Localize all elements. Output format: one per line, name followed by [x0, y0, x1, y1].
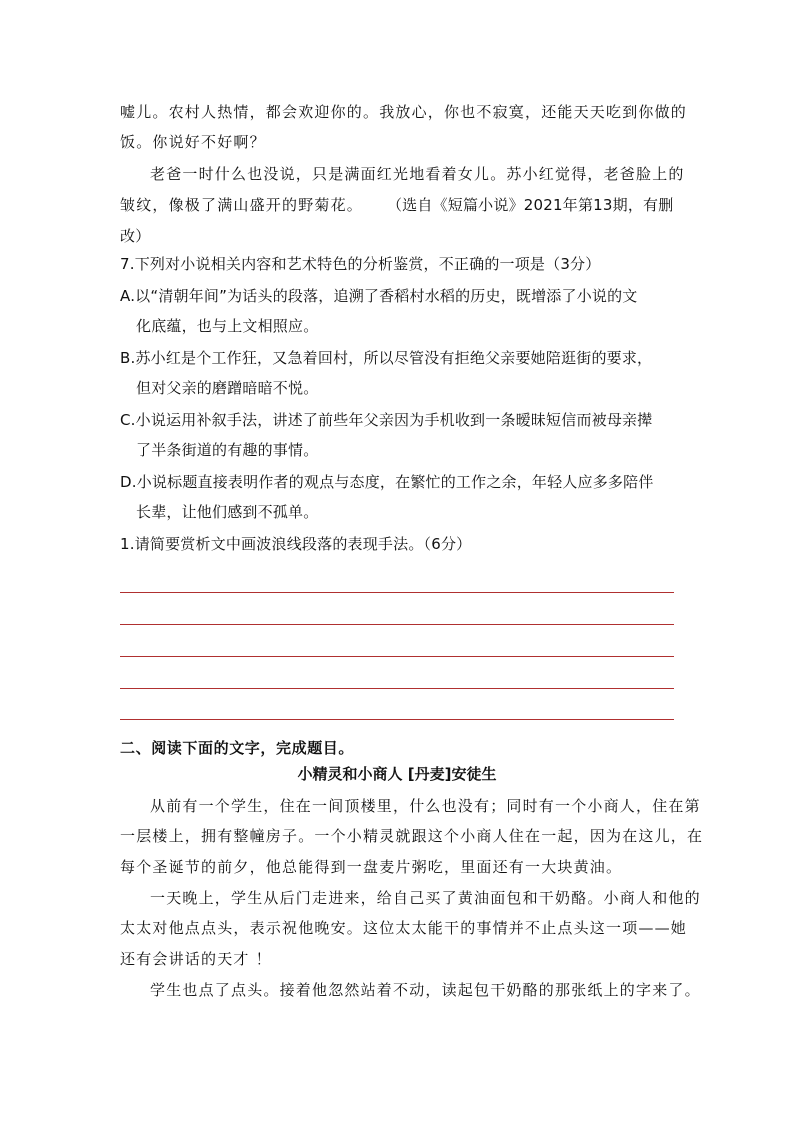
question-7-stem: 7.下列对小说相关内容和艺术特色的分析鉴赏，不正确的一项是（3分） [120, 255, 601, 273]
option-d-line2: 长辈，让他们感到不孤单。 [136, 503, 319, 521]
source-note-continued: 改） [120, 227, 151, 245]
story-title: 小精灵和小商人 [丹麦]安徒生 [297, 765, 497, 783]
answer-line[interactable] [120, 656, 674, 657]
story-paragraph-line: 还有会讲话的天才 ！ [120, 950, 272, 968]
story-paragraph-line: 一天晚上，学生从后门走进来，给自己买了黄油面包和干奶酪。小商人和他的 [150, 889, 701, 907]
option-c-line1: C.小说运用补叙手法，讲述了前些年父亲因为手机收到一条暧昧短信而被母亲撵 [120, 411, 653, 429]
answer-line[interactable] [120, 624, 674, 625]
option-d-line1: D.小说标题直接表明作者的观点与态度，在繁忙的工作之余，年轻人应多多陪伴 [120, 473, 654, 491]
story-line [120, 195, 673, 215]
section-2-heading: 二、阅读下面的文字，完成题目。 [120, 739, 355, 757]
option-a-line2: 化底蕴，也与上文相照应。 [136, 317, 319, 335]
source-note: （选自《短篇小说》2021年第13期，有删 [386, 196, 674, 214]
story-paragraph-line: 从前有一个学生，住在一间顶楼里，什么也没有；同时有一个小商人，住在第 [150, 797, 701, 815]
story-paragraph-line: 学生也点了点头。接着他忽然站着不动，读起包干奶酪的那张纸上的字来了。 [150, 981, 701, 999]
option-a-line1: A.以“清朝年间”为话头的段落，追溯了香稻村水稻的历史，既增添了小说的文 [120, 287, 638, 305]
story-paragraph-line: 太太对他点点头，表示祝他晚安。这位太太能干的事情并不止点头这一项——她 [120, 919, 688, 937]
story-line: 老爸一时什么也没说，只是满面红光地看着女儿。苏小红觉得，老爸脸上的 [150, 165, 685, 183]
story-paragraph-line: 每个圣诞节的前夕，他总能得到一盘麦片粥吃，里面还有一大块黄油。 [120, 858, 623, 876]
answer-line[interactable] [120, 688, 674, 689]
story-line: 饭。你说好不好啊？ [120, 133, 266, 151]
story-line: 嘘儿。农村人热情，都会欢迎你的。我放心，你也不寂寞，还能天天吃到你做的 [120, 103, 688, 121]
question-1-stem: 1.请简要赏析文中画波浪线段落的表现手法。（6分） [120, 535, 472, 553]
option-b-line1: B.苏小红是个工作狂，又急着回村，所以尽管没有拒绝父亲要她陪逛街的要求， [120, 349, 653, 367]
story-paragraph-line: 一层楼上，拥有整幢房子。一个小精灵就跟这个小商人住在一起，因为在这儿，在 [120, 827, 704, 845]
option-b-line2: 但对父亲的磨蹭暗暗不悦。 [136, 379, 319, 397]
answer-line[interactable] [120, 719, 674, 720]
option-c-line2: 了半条街道的有趣的事情。 [136, 441, 319, 459]
story-line-text: 皱纹，像极了满山盛开的野菊花。 [120, 196, 364, 214]
answer-line[interactable] [120, 592, 674, 593]
